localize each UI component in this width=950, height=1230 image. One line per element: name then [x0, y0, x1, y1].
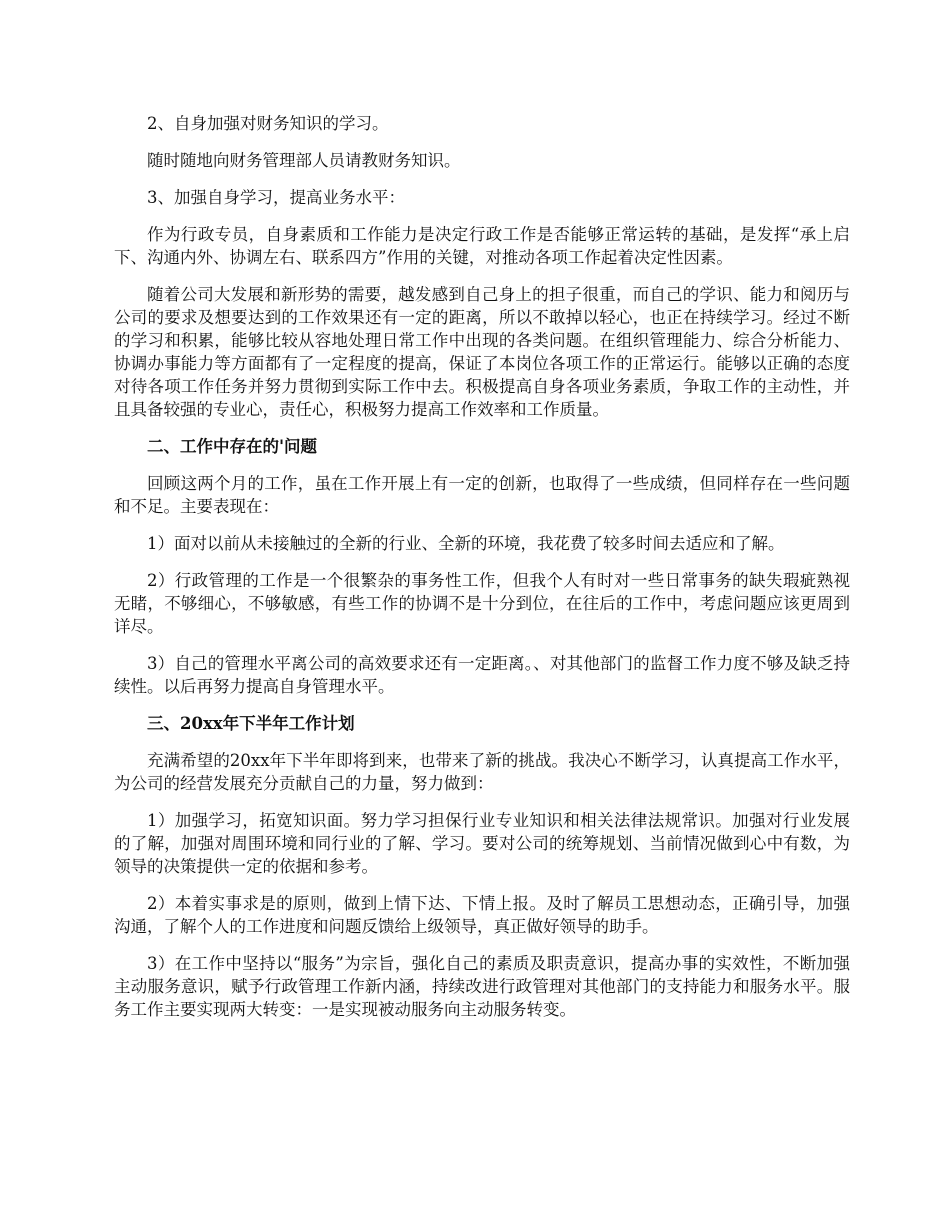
paragraph-ask-finance: 随时随地向财务管理部人员请教财务知识。 [147, 151, 461, 170]
paragraph-review: 回顾这两个月的工作，虽在工作开展上有一定的创新，也取得了一些成绩，但同样存在一些问题和不足。主要表现在： [114, 474, 850, 516]
paragraph-problem-1: 1）面对以前从未接触过的全新的行业、全新的环境，我花费了较多时间去适应和了解。 [147, 534, 785, 553]
paragraph-problem-2: 2）行政管理的工作是一个很繁杂的事务性工作，但我个人有时对一些日常事务的缺失瑕疵熟视无睹，不够细心，不够敏感，有些工作的协调不是十分到位，在往后的工作中，考虑问题应该更周到详尽。 [114, 571, 850, 636]
paragraph-finance-study: 2、自身加强对财务知识的学习。 [147, 114, 389, 133]
paragraph-admin-role: 作为行政专员，自身素质和工作能力是决定行政工作是否能够正常运转的基础，是发挥“承上启下、沟通内外、协调左右、联系四方”作用的关键，对推动各项工作起着决定性因素。 [114, 225, 850, 267]
paragraph-plan-intro: 充满希望的20xx年下半年即将到来，也带来了新的挑战。我决心不断学习，认真提高工作水平，为公司的经营发展充分贡献自己的力量，努力做到： [114, 751, 850, 793]
section-heading-problems: 二、工作中存在的'问题 [147, 437, 318, 456]
paragraph-plan-2: 2）本着实事求是的原则，做到上情下达、下情上报。及时了解员工思想动态，正确引导，加强沟通，了解个人的工作进度和问题反馈给上级领导，真正做好领导的助手。 [114, 894, 850, 936]
paragraph-continuous-learning: 随着公司大发展和新形势的需要，越发感到自己身上的担子很重，而自己的学识、能力和阅历与公司的要求及想要达到的工作效果还有一定的距离，所以不敢掉以轻心，也正在持续学习。经过不断的学习和积累，能够比较从容地处理日常工作中出现的各类问题。在组织管理能力、综合分析能力、协调办事能力等方面都有了一定程度的提高，保证了本岗位各项工作的正常运行。能够以正确的态度对待各项工作任务并努力贯彻到实际工作中去。积极提高自身各项业务素质，争取工作的主动性，并且具备较强的专业心，责任心，积极努力提高工作效率和工作质量。 [114, 285, 850, 419]
paragraph-self-study: 3、加强自身学习，提高业务水平： [147, 188, 405, 207]
paragraph-plan-1: 1）加强学习，拓宽知识面。努力学习担保行业专业知识和相关法律法规常识。加强对行业发展的了解，加强对周围环境和同行业的了解、学习。要对公司的统筹规划、当前情况做到心中有数，为领导的决策提供一定的依据和参考。 [114, 811, 850, 876]
section-heading-plan: 三、20xx年下半年工作计划 [147, 714, 355, 733]
paragraph-problem-3: 3）自己的管理水平离公司的高效要求还有一定距离。、对其他部门的监督工作力度不够及缺乏持续性。以后再努力提高自身管理水平。 [114, 654, 850, 696]
paragraph-plan-3: 3）在工作中坚持以“服务”为宗旨，强化自己的素质及职责意识，提高办事的实效性，不断加强主动服务意识，赋予行政管理工作新内涵，持续改进行政管理对其他部门的支持能力和服务水平。服务工作主要实现两大转变：一是实现被动服务向主动服务转变。 [114, 954, 850, 1019]
document-page [114, 112, 850, 1035]
